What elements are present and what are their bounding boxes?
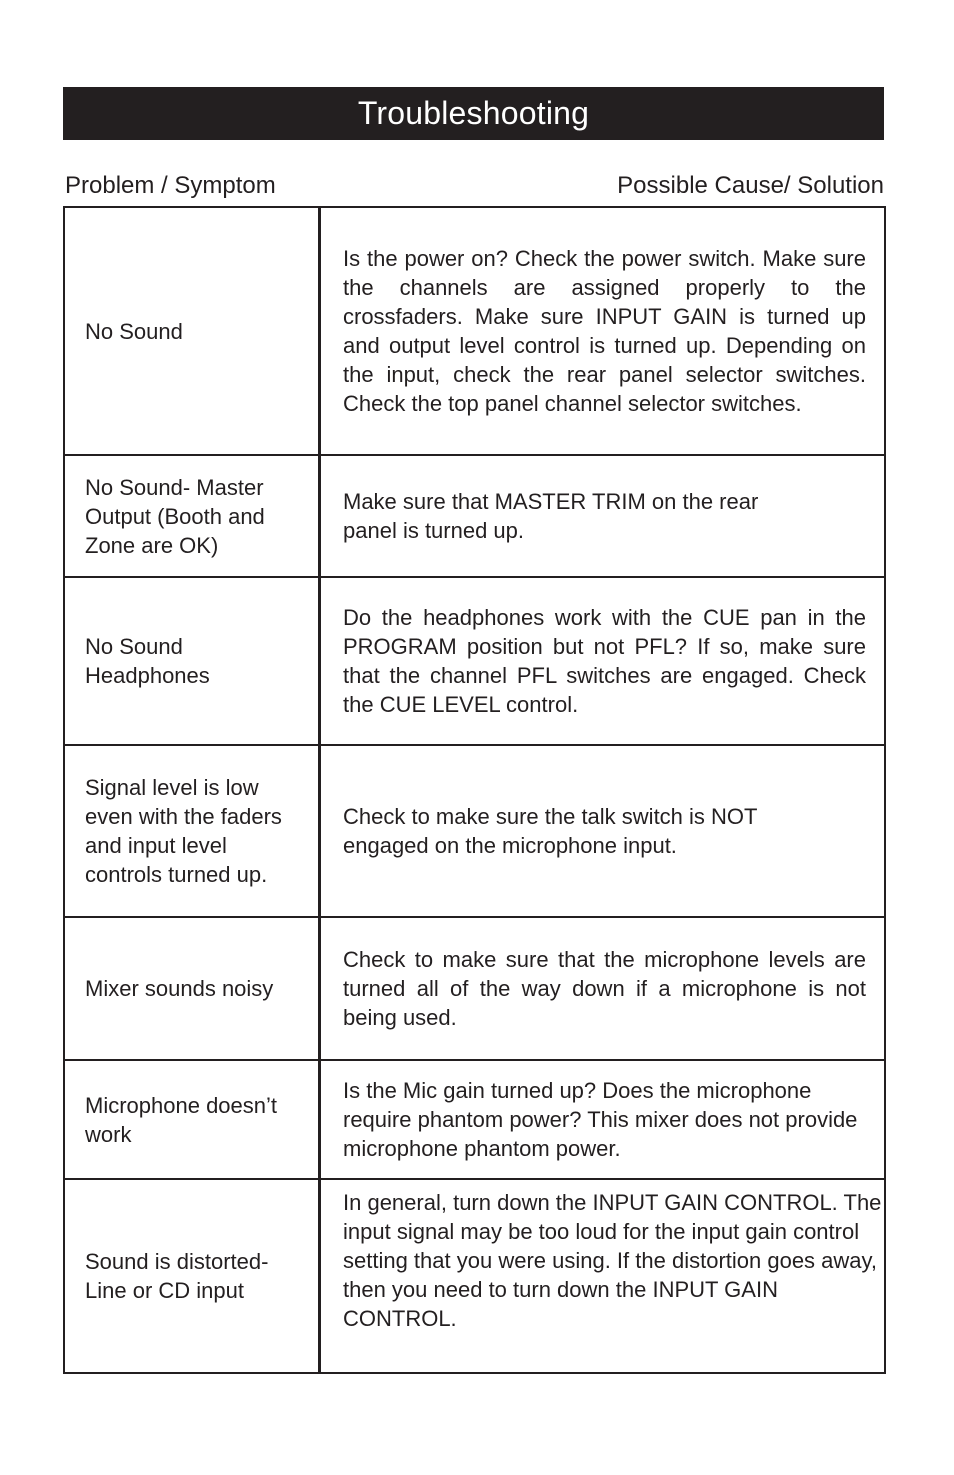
solution-cell	[321, 746, 884, 916]
solution-text: In general, turn down the INPUT GAIN CONTROL. The input signal may be too loud for the input gain control setting that you were using. If the distortion goes away, then you need to turn down the INPUT GAIN CONTROL.	[343, 1190, 882, 1331]
solution-cell	[321, 1180, 884, 1372]
problem-cell	[65, 456, 321, 576]
table-row	[65, 918, 884, 1061]
solution-cell	[321, 456, 884, 576]
problem-text: No Sound- Master Output (Booth and Zone are OK)	[85, 474, 265, 558]
problem-cell	[65, 578, 321, 744]
table-row	[65, 1061, 884, 1180]
solution-cell	[321, 918, 884, 1059]
problem-text: Sound is distorted- Line or CD input	[85, 1249, 269, 1303]
table-row	[65, 208, 884, 456]
solution-cell	[321, 208, 884, 454]
table-row	[65, 746, 884, 918]
problem-cell	[65, 1061, 321, 1178]
table-row	[65, 456, 884, 578]
table-row	[65, 1180, 884, 1372]
problem-cell	[65, 746, 321, 916]
page-title: Troubleshooting	[63, 87, 884, 140]
problem-cell	[65, 1180, 321, 1372]
solution-cell	[321, 1061, 884, 1178]
solution-cell	[321, 578, 884, 744]
solution-text: Check to make sure that the microphone levels are turned all of the way down if a microphone is not being used.	[343, 947, 866, 1030]
solution-text: Make sure that MASTER TRIM on the rear panel is turned up.	[343, 489, 759, 543]
problem-text: Signal level is low even with the faders and input level controls turned up.	[85, 775, 282, 887]
problem-cell	[65, 918, 321, 1059]
problem-cell	[65, 208, 321, 454]
problem-text: Mixer sounds noisy	[85, 976, 274, 1001]
solution-text: Is the power on? Check the power switch. Make sure the channels are assigned properly to the crossfaders. Make sure INPUT GAIN is turned up and output level control is turned up. Depending on the input, check the rear panel selector switches. Check the top panel channel selector switches.	[343, 246, 866, 416]
solution-text: Is the Mic gain turned up? Does the microphone require phantom power? This mixer does not provide microphone phantom power.	[343, 1078, 858, 1161]
solution-text: Do the headphones work with the CUE pan in the PROGRAM position but not PFL? If so, make sure that the channel PFL switches are engaged. Check the CUE LEVEL control.	[343, 605, 866, 717]
problem-text: No Sound Headphones	[85, 634, 210, 688]
solution-text: Check to make sure the talk switch is NOT engaged on the microphone input.	[343, 804, 758, 858]
column-header-problem: Problem / Symptom	[65, 172, 276, 199]
troubleshooting-table	[63, 206, 886, 1374]
problem-text: No Sound	[85, 318, 183, 344]
problem-text: Microphone doesn’t work	[85, 1092, 278, 1147]
column-header-solution: Possible Cause/ Solution	[617, 172, 884, 199]
table-row	[65, 578, 884, 746]
